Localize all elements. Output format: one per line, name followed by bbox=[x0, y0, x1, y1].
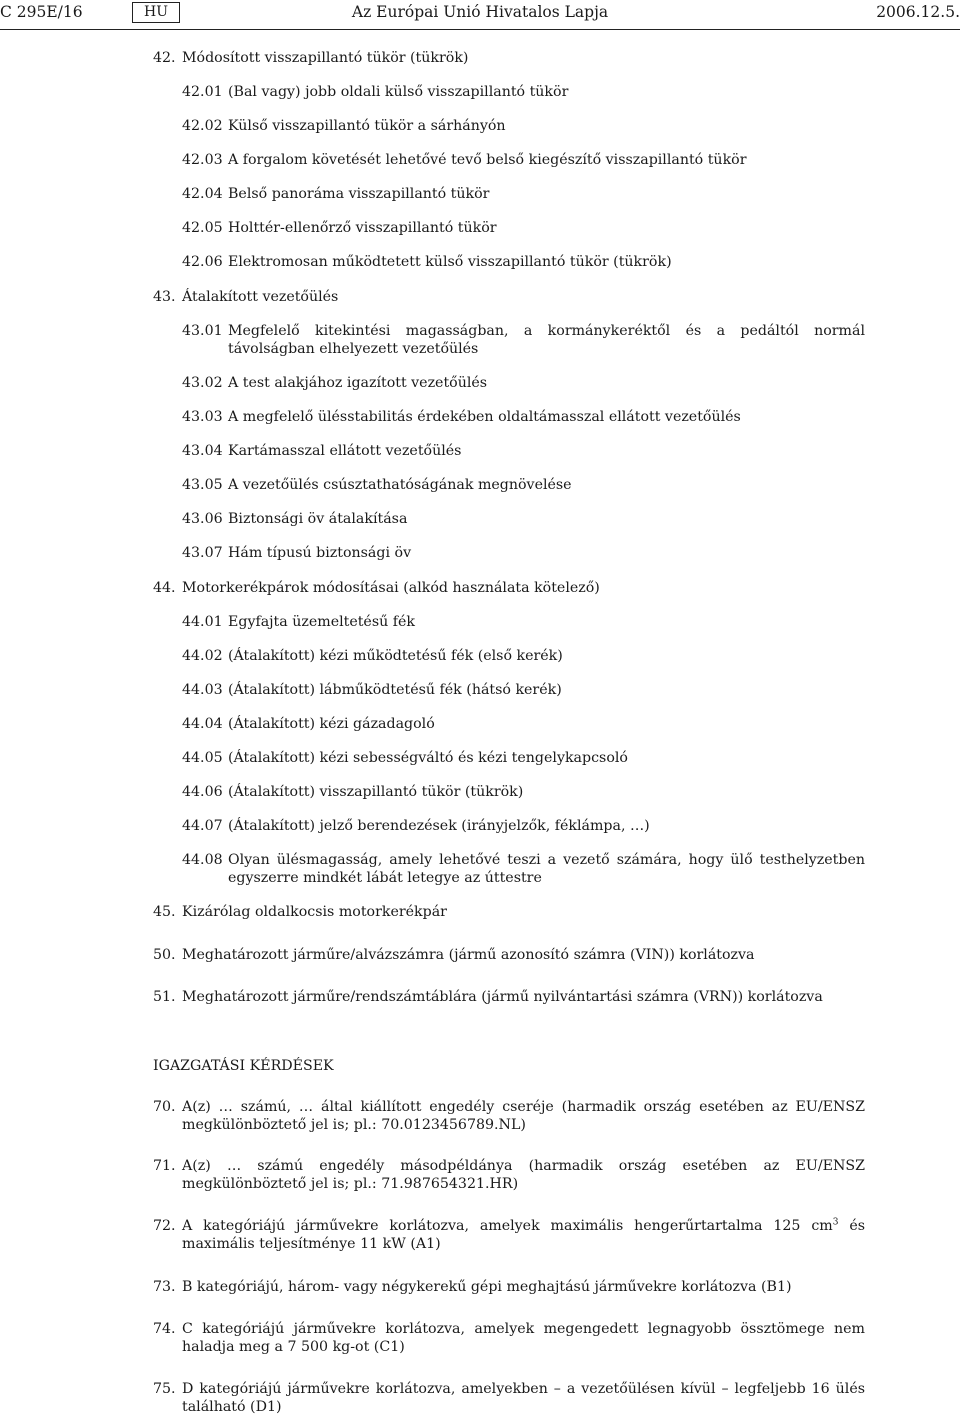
header-rule bbox=[0, 29, 960, 30]
item-text bbox=[182, 1217, 865, 1253]
item-number: 44.07 bbox=[182, 818, 223, 834]
item-text: A megfelelő ülésstabilitás érdekében oldaltámasszal ellátott vezetőülés bbox=[228, 409, 741, 425]
section-heading: IGAZGATÁSI KÉRDÉSEK bbox=[153, 1058, 334, 1074]
item-number: 43.07 bbox=[182, 545, 223, 561]
item-text: A(z) … számú, … által kiállított engedély cseréje (harmadik ország esetében az EU/ENSZ megkülönböztető jel is; pl.: 70.0123456789.NL) bbox=[182, 1099, 865, 1133]
item-text: Motorkerékpárok módosításai (alkód használata kötelező) bbox=[182, 580, 600, 596]
item-number: 73. bbox=[153, 1279, 176, 1295]
item-number: 44.05 bbox=[182, 750, 223, 766]
item-text: Külső visszapillantó tükör a sárhányón bbox=[228, 118, 506, 134]
item-text: Kartámasszal ellátott vezetőülés bbox=[228, 443, 462, 459]
item-text: Egyfajta üzemeltetésű fék bbox=[228, 614, 415, 630]
item-text-part: A kategóriájú járművekre korlátozva, amelyek maximális hengerűrtartalma 125 cm bbox=[182, 1218, 833, 1234]
item-text: A forgalom követését lehetővé tevő belső kiegészítő visszapillantó tükör bbox=[228, 152, 747, 168]
page-header bbox=[0, 0, 960, 30]
item-number: 42.02 bbox=[182, 118, 223, 134]
item-number: 44. bbox=[153, 580, 176, 596]
item-text: Biztonsági öv átalakítása bbox=[228, 511, 408, 527]
item-text-part: és maximális teljesítménye 11 kW (A1) bbox=[182, 1218, 866, 1252]
item-number: 42.06 bbox=[182, 254, 223, 270]
superscript: 3 bbox=[832, 1217, 839, 1228]
item-text: D kategóriájú járművekre korlátozva, amelyekben – a vezetőülésen kívül – legfeljebb 16 ülés található (D1) bbox=[182, 1381, 865, 1415]
item-number: 50. bbox=[153, 947, 176, 963]
item-text: Meghatározott járműre/alvázszámra (jármű azonosító számra (VIN)) korlátozva bbox=[182, 947, 755, 963]
item-text: A test alakjához igazított vezetőülés bbox=[228, 375, 488, 391]
journal-reference: C 295E/16 bbox=[0, 3, 83, 21]
item-text: Holttér-ellenőrző visszapillantó tükör bbox=[228, 220, 497, 236]
item-number: 42. bbox=[153, 50, 176, 66]
item-number: 70. bbox=[153, 1099, 176, 1115]
item-text: (Átalakított) jelző berendezések (irányjelzők, féklámpa, …) bbox=[228, 818, 650, 834]
item-text: Megfelelő kitekintési magasságban, a kormánykeréktől és a pedáltól normál távolságban elhelyezett vezetőülés bbox=[228, 323, 865, 357]
item-number: 42.03 bbox=[182, 152, 223, 168]
item-text: A vezetőülés csúsztathatóságának megnövelése bbox=[228, 477, 572, 493]
item-number: 44.04 bbox=[182, 716, 223, 732]
item-number: 42.05 bbox=[182, 220, 223, 236]
item-number: 71. bbox=[153, 1158, 176, 1174]
item-number: 44.06 bbox=[182, 784, 223, 800]
item-number: 43.03 bbox=[182, 409, 223, 425]
item-number: 43.04 bbox=[182, 443, 223, 459]
item-text: (Átalakított) lábműködtetésű fék (hátsó kerék) bbox=[228, 682, 562, 698]
item-number: 43.06 bbox=[182, 511, 223, 527]
item-number: 44.02 bbox=[182, 648, 223, 664]
item-text: Olyan ülésmagasság, amely lehetővé teszi a vezető számára, hogy ülő testhelyzetben egyszerre mindkét lábát letegye az úttestre bbox=[228, 852, 865, 886]
item-text: A(z) … számú engedély másodpéldánya (harmadik ország esetében az EU/ENSZ megkülönböztető jel is; pl.: 71.987654321.HR) bbox=[182, 1158, 865, 1192]
item-number: 75. bbox=[153, 1381, 176, 1397]
item-number: 42.04 bbox=[182, 186, 223, 202]
item-number: 43. bbox=[153, 289, 176, 305]
item-text: B kategóriájú, három- vagy négykerekű gépi meghajtású járművekre korlátozva (B1) bbox=[182, 1279, 792, 1295]
item-number: 43.05 bbox=[182, 477, 223, 493]
item-number: 51. bbox=[153, 989, 176, 1005]
item-text: Módosított visszapillantó tükör (tükrök) bbox=[182, 50, 469, 66]
item-text: (Átalakított) kézi sebességváltó és kézi tengelykapcsoló bbox=[228, 750, 628, 766]
item-text: (Bal vagy) jobb oldali külső visszapillantó tükör bbox=[228, 84, 569, 100]
item-text: (Átalakított) kézi működtetésű fék (első kerék) bbox=[228, 648, 563, 664]
item-text: Meghatározott járműre/rendszámtáblára (jármű nyilvántartási számra (VRN)) korlátozva bbox=[182, 989, 823, 1005]
language-badge: HU bbox=[132, 2, 180, 23]
item-number: 43.01 bbox=[182, 323, 223, 339]
item-text: Hám típusú biztonsági öv bbox=[228, 545, 412, 561]
publication-date: 2006.12.5. bbox=[876, 3, 960, 21]
item-number: 44.03 bbox=[182, 682, 223, 698]
item-number: 44.08 bbox=[182, 852, 223, 868]
item-number: 72. bbox=[153, 1218, 176, 1234]
item-text: Belső panoráma visszapillantó tükör bbox=[228, 186, 490, 202]
item-number: 44.01 bbox=[182, 614, 223, 630]
item-number: 45. bbox=[153, 904, 176, 920]
journal-title: Az Európai Unió Hivatalos Lapja bbox=[351, 3, 609, 21]
item-text: (Átalakított) visszapillantó tükör (tükrök) bbox=[228, 784, 524, 800]
item-text: C kategóriájú járművekre korlátozva, amelyek megengedett legnagyobb össztömege nem haladja meg a 7 500 kg-ot (C1) bbox=[182, 1321, 865, 1355]
item-text: Elektromosan működtetett külső visszapillantó tükör (tükrök) bbox=[228, 254, 672, 270]
item-text: (Átalakított) kézi gázadagoló bbox=[228, 716, 435, 732]
item-number: 43.02 bbox=[182, 375, 223, 391]
item-number: 42.01 bbox=[182, 84, 223, 100]
item-number: 74. bbox=[153, 1321, 176, 1337]
item-text: Kizárólag oldalkocsis motorkerékpár bbox=[182, 904, 447, 920]
item-text: Átalakított vezetőülés bbox=[182, 289, 339, 305]
